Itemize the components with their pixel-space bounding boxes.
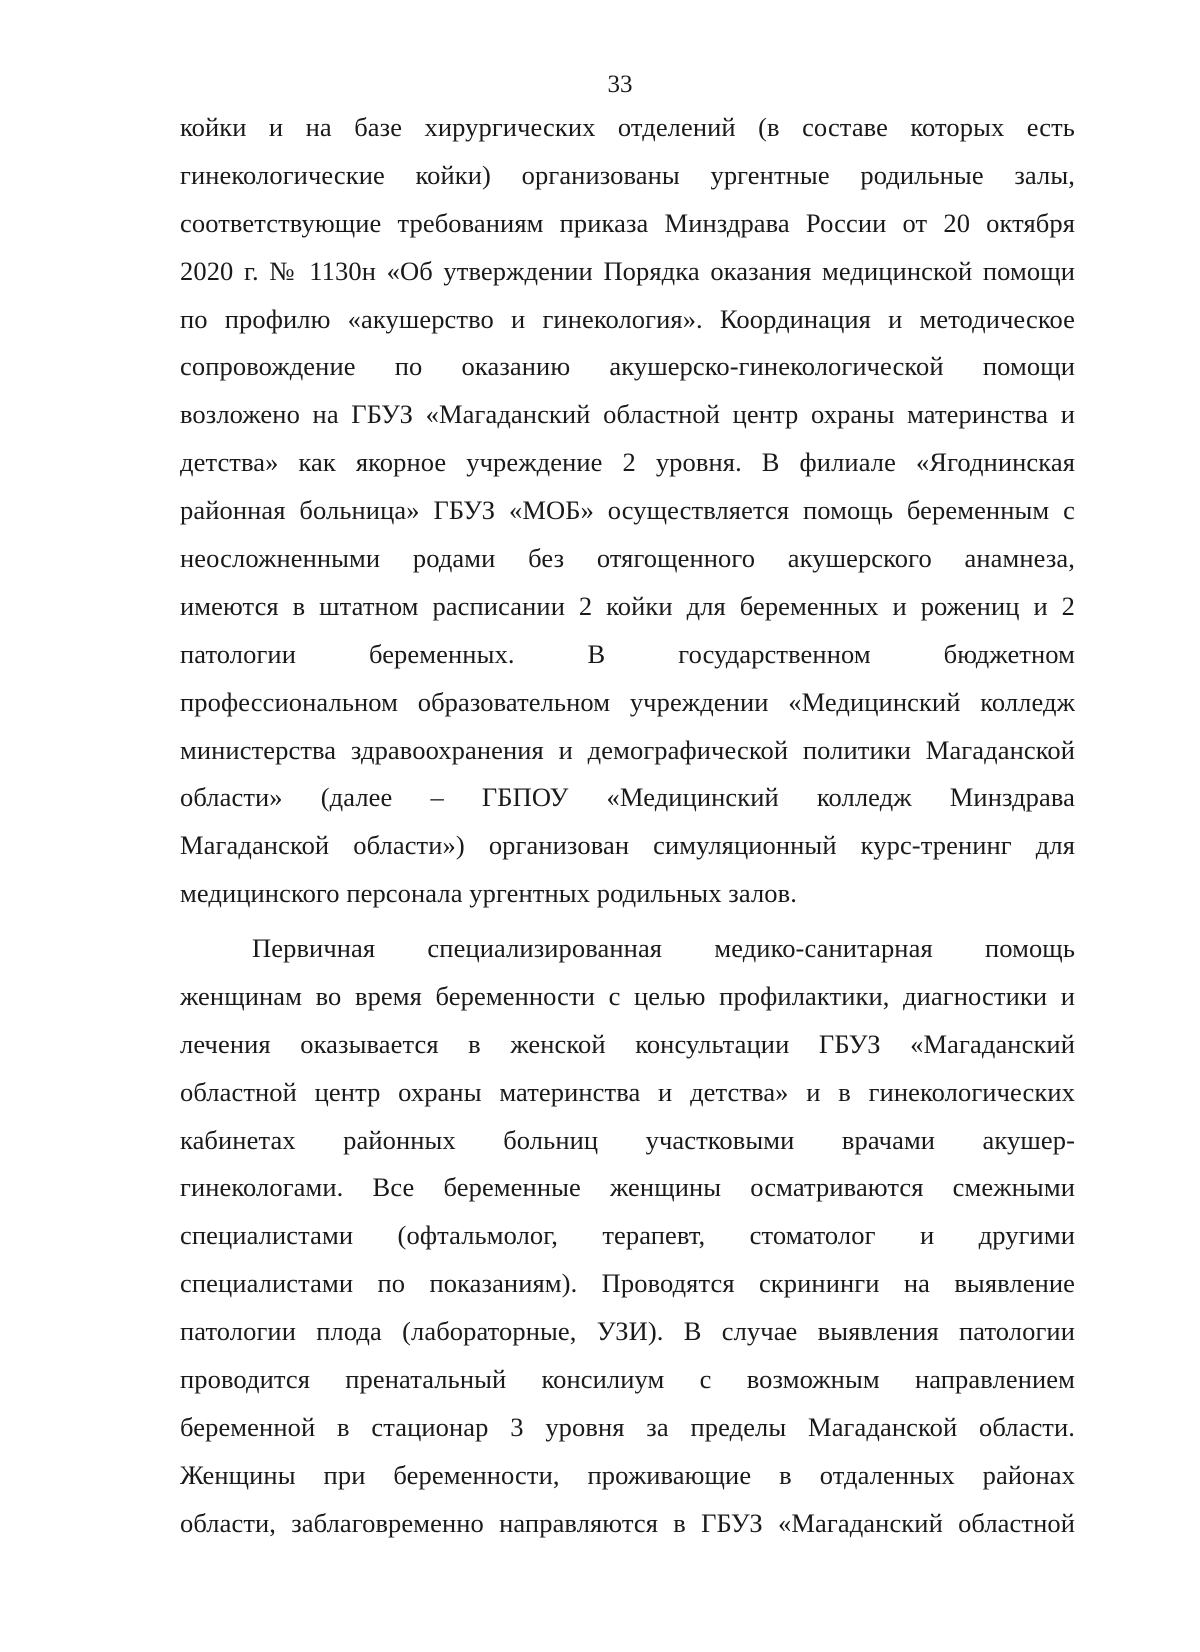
paragraph-line: Женщины при беременности, проживающие в отдаленных районах <box>180 1459 1075 1490</box>
paragraph-line: областной центр охраны материнства и детства» и в гинекологических <box>180 1076 1075 1107</box>
paragraph-line: области» (далее – ГБПОУ «Медицинский колледж Минздрава <box>180 782 1075 813</box>
paragraph-line: женщинам во время беременности с целью профилактики, диагностики и <box>180 980 1075 1011</box>
paragraph-line: неосложненными родами без отягощенного акушерского анамнеза, <box>180 543 1075 574</box>
paragraph-line: беременной в стационар 3 уровня за пределы Магаданской области. <box>180 1411 1075 1442</box>
paragraph-line: патологии беременных. В государственном бюджетном <box>180 638 1075 669</box>
paragraph-line: возложено на ГБУЗ «Магаданский областной центр охраны материнства и <box>180 399 1075 430</box>
paragraph-line: патологии плода (лабораторные, УЗИ). В случае выявления патологии <box>180 1316 1075 1347</box>
paragraph-line: области, заблаговременно направляются в ГБУЗ «Магаданский областной <box>180 1507 1075 1538</box>
paragraph-line: сопровождение по оказанию акушерско-гинекологической помощи <box>180 351 1075 382</box>
paragraph-line: специалистами (офтальмолог, терапевт, стоматолог и другими <box>180 1220 1075 1251</box>
paragraph-line: 2020 г. № 1130н «Об утверждении Порядка оказания медицинской помощи <box>180 255 1075 286</box>
paragraph-line: гинекологами. Все беременные женщины осматриваются смежными <box>180 1172 1075 1203</box>
paragraph-line: Магаданской области») организован симуляционный курс-тренинг для <box>180 830 1075 861</box>
paragraph-line: койки и на базе хирургических отделений (в составе которых есть <box>180 112 1075 142</box>
paragraph-line: детства» как якорное учреждение 2 уровня. В филиале «Ягоднинская <box>180 447 1075 478</box>
paragraph-line: Первичная специализированная медико-санитарная помощь <box>252 933 1075 963</box>
paragraph-line: профессиональном образовательном учреждении «Медицинский колледж <box>180 686 1075 717</box>
paragraph-line: медицинского персонала ургентных родильных залов. <box>180 878 797 909</box>
paragraph-line: проводится пренатальный консилиум с возможным направлением <box>180 1364 1075 1395</box>
paragraph-2 <box>180 925 1075 1548</box>
paragraph-line: специалистами по показаниям). Проводятся скрининги на выявление <box>180 1268 1075 1299</box>
paragraph-line: гинекологические койки) организованы ургентные родильные залы, <box>180 159 1075 190</box>
paragraph-1 <box>180 104 1075 918</box>
paragraph-line: кабинетах районных больниц участковыми врачами акушер- <box>180 1124 1075 1155</box>
paragraph-line: районная больница» ГБУЗ «МОБ» осуществляется помощь беременным с <box>180 495 1075 526</box>
paragraph-line: лечения оказывается в женской консультации ГБУЗ «Магаданский <box>180 1028 1075 1059</box>
paragraph-line: министерства здравоохранения и демографической политики Магаданской <box>180 734 1075 765</box>
paragraph-line: соответствующие требованиям приказа Минздрава России от 20 октября <box>180 207 1075 238</box>
paragraph-line: по профилю «акушерство и гинекология». Координация и методическое <box>180 303 1075 334</box>
page-number: 33 <box>607 71 633 98</box>
paragraph-line: имеются в штатном расписании 2 койки для беременных и рожениц и 2 <box>180 590 1075 621</box>
